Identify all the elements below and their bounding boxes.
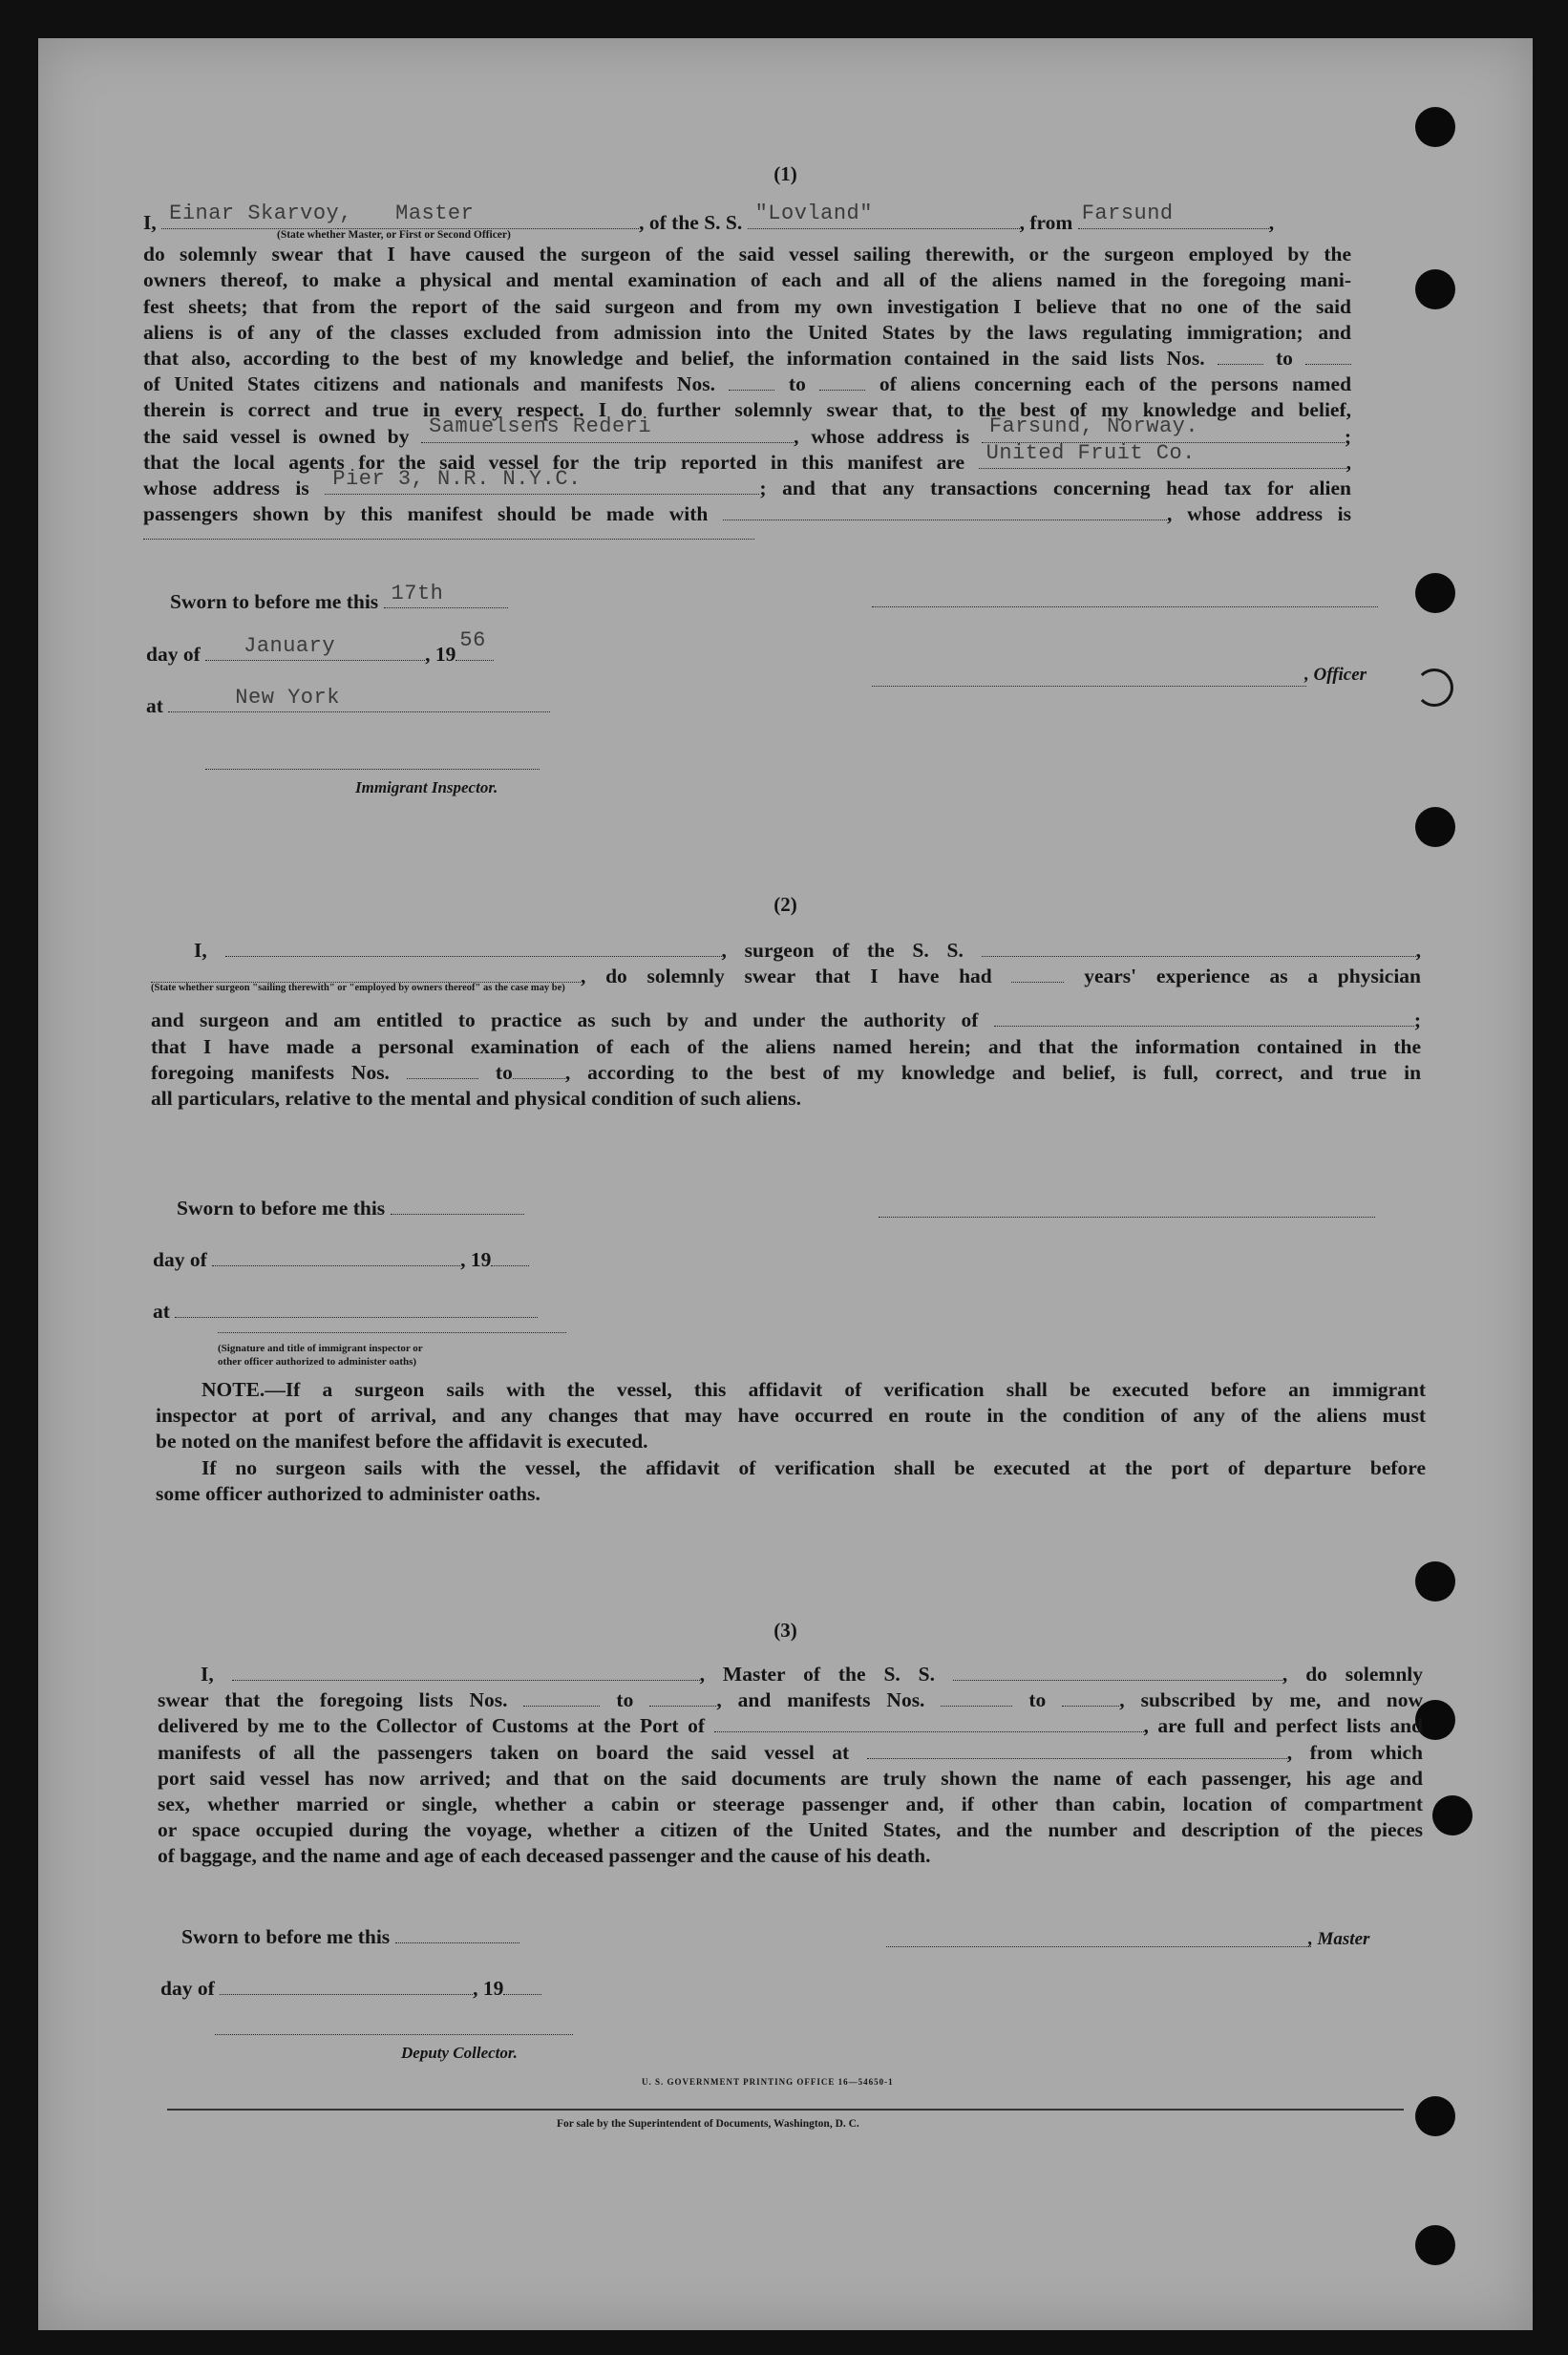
agents-field[interactable]: United Fruit Co. [979, 451, 1346, 469]
surgeon-manifest-to-field[interactable] [513, 1061, 565, 1079]
master-signature-line[interactable] [872, 606, 1378, 607]
manifests-to-field[interactable] [819, 372, 865, 391]
day-of-line: day of , 19 [153, 1248, 529, 1272]
year-field[interactable]: 56 [456, 643, 494, 661]
surgeon-signature-line[interactable] [879, 1217, 1375, 1218]
section-3-number: (3) [773, 1619, 797, 1642]
lists-to-field[interactable] [649, 1688, 716, 1707]
surgeon-type-field[interactable] [151, 965, 581, 983]
at-line: at New York [146, 694, 550, 718]
sworn-label: Sworn to before me this [177, 1197, 524, 1220]
punch-hole [1415, 2225, 1455, 2265]
lists-from-field[interactable] [523, 1688, 600, 1707]
boarding-port-field[interactable] [867, 1741, 1287, 1759]
section-1-number: (1) [773, 162, 797, 185]
owner-address-field[interactable]: Farsund, Norway. [982, 425, 1345, 443]
punch-hole [1415, 1561, 1455, 1602]
deputy-collector-caption: Deputy Collector. [401, 2044, 518, 2062]
manifests-from-field[interactable] [729, 372, 774, 391]
lists-from-field[interactable] [1218, 347, 1263, 365]
punch-hole [1415, 668, 1453, 707]
at-line: at [153, 1300, 538, 1324]
surgeon-name-field[interactable] [225, 939, 722, 957]
authority-field[interactable] [994, 1008, 1414, 1027]
signature-caption: other officer authorized to administer oaths) [218, 1356, 417, 1368]
oath-first-line: I, Einar Skarvoy, Master , of the S. S. "Lovland" , from Farsund , [143, 201, 1275, 234]
oath-line: owners thereof, to make a physical and mental examination of each and all of the aliens named in the foregoing mani- [143, 268, 1351, 292]
oath-line: fest sheets; that from the report of the said surgeon and from my own investigation I believe that no one of the said [143, 294, 1351, 318]
immigrant-inspector-caption: Immigrant Inspector. [355, 778, 498, 796]
officer-name-field[interactable]: Einar Skarvoy, [161, 211, 338, 229]
sworn-day-field[interactable] [395, 1925, 519, 1943]
footer-text: For sale by the Superintendent of Documents, Washington, D. C. [557, 2118, 859, 2130]
place-field[interactable] [175, 1300, 538, 1318]
head-tax-agent-field[interactable] [723, 502, 1167, 520]
ship-name-field[interactable]: "Lovland" [748, 211, 1020, 229]
punch-hole [1432, 1795, 1473, 1835]
day-of-line: day of , 19 [160, 1977, 541, 2001]
master-caption: , Master [1308, 1929, 1370, 1949]
section-3-text: I, , Master of the S. S. , do solemnly swear that the foregoing lists Nos. to , and manifests Nos. to , subscribed by me, and now delivered by me to the Collector of Customs at the Port of , are full and perfect lists and manifests of all the passengers taken on board the said vessel at , from which port said vessel has now arrived; and that on the said documents are truly shown the name of each passenger, his age and sex, whether married or single, whether a cabin or steerage passenger and, if other than cabin, location of compartment or space occupied during the voyage, whether a citizen of the United States, and the number and description of the pieces of baggage, and the name and age of each deceased passenger and the cause of his death. [158, 1663, 1424, 1868]
from-port-field[interactable]: Farsund [1078, 211, 1269, 229]
punch-hole [1415, 573, 1455, 613]
master-signature-line[interactable] [886, 1946, 1311, 1947]
surgeon-manifest-from-field[interactable] [407, 1061, 478, 1079]
punch-hole [1415, 107, 1455, 147]
printing-office-mark: U. S. GOVERNMENT PRINTING OFFICE 16—54650-1 [642, 2077, 894, 2087]
day-of-line: day of January , 19 56 [146, 643, 494, 667]
month-field[interactable] [212, 1248, 460, 1266]
manifest-page [38, 38, 1533, 2330]
master-ship-field[interactable] [953, 1663, 1282, 1681]
oath-line: aliens is of any of the classes excluded from admission into the United States by the laws regulating immigration; and [143, 320, 1351, 344]
oath-line: do solemnly swear that I have caused the surgeon of the said vessel sailing therewith, or the surgeon employed by the [143, 243, 1351, 266]
years-field[interactable] [1011, 965, 1064, 983]
surgeon-note: (State whether surgeon "sailing therewith" or "employed by owners thereof" as the case may be) [151, 983, 565, 994]
section-1-text: I, Einar Skarvoy, Master , of the S. S. "Lovland" , from Farsund , (State whether Master, or First or Second Officer) do solemnly swear that I have caused the surgeon of the said vessel sailing therewith, or the surgeon employed by the owners thereof, to make a physical and mental examination of each and all of the aliens named in the foregoing mani- fest sheets; that from the report of the said surgeon and from my own investigation I believe that no one of the said aliens is of any of the classes excluded from admission into the United States by the laws regulating immigration; and that also, according to the best of my knowledge and belief, the information contained in the said lists Nos. to of United States citizens and nationals and manifests Nos. to of aliens concerning each of the persons named therein is correct and true in every respect. I do further solemnly swear that, to the best of my knowledge and belief, the said vessel is owned by Samuelsens Rederi , whose address is Farsund, Norway. ; that the local agents for the said vessel for the trip reported in this manifest are United Fruit Co. , whose address is Pier 3, N.R. N.Y.C. ; and that any transactions concerning head tax for alien passengers shown by this manifest should be made with , whose address is [143, 210, 1351, 540]
lists-to-field[interactable] [1305, 347, 1351, 365]
section-2-text: I, , surgeon of the S. S. , , do solemnly swear that I have had years' experience as a physician (State whether surgeon "sailing therewith" or "employed by owners thereof" as the case may be) and surgeon and am entitled to practice as such by and under the authority of ; that I have made a personal examination of each of the aliens named herein; and that the information contained in the foregoing manifests Nos. to , according to the best of my knowledge and belief, is full, correct, and true in all particulars, relative to the mental and physical condition of such aliens. [151, 939, 1422, 1111]
note-label: NOTE. [201, 1378, 265, 1401]
collector-signature-line[interactable] [215, 2034, 573, 2035]
officer-signature-line[interactable] [872, 686, 1306, 687]
section-2-number: (2) [773, 893, 797, 916]
note-block: NOTE.—If a surgeon sails with the vessel, this affidavit of verification shall be executed before an immigrant inspector at port of arrival, and any changes that may have occurred en route in the condition of any of the aliens must be noted on the manifest before the affidavit is executed. If no surgeon sails with the vessel, the affidavit of verification shall be executed at the port of departure before some officer authorized to administer oaths. [156, 1378, 1426, 1505]
sworn-label: Sworn to before me this 17th [170, 590, 508, 614]
sworn-day-field[interactable] [391, 1197, 524, 1215]
inspector-signature-line[interactable] [205, 769, 540, 770]
owner-field[interactable]: Samuelsens Rederi [421, 425, 794, 443]
month-field[interactable]: January [205, 643, 425, 661]
punch-hole [1415, 269, 1455, 309]
manifests-to-field[interactable] [1062, 1688, 1119, 1707]
place-field[interactable]: New York [168, 694, 550, 712]
rank-field[interactable]: Master [338, 211, 639, 229]
manifests-from-field[interactable] [941, 1688, 1012, 1707]
sworn-day-field[interactable]: 17th [384, 590, 508, 608]
surgeon-ship-field[interactable] [982, 939, 1416, 957]
year-field[interactable] [491, 1248, 529, 1266]
port-field[interactable] [714, 1714, 1144, 1732]
punch-hole [1415, 807, 1455, 847]
officer-caption: , Officer [1304, 665, 1367, 685]
punch-hole [1415, 2096, 1455, 2136]
rank-note: (State whether Master, or First or Second Officer) [277, 229, 511, 242]
signature-caption: (Signature and title of immigrant inspector or [218, 1343, 423, 1354]
month-field[interactable] [220, 1977, 473, 1995]
footer-rule [167, 2109, 1404, 2111]
sworn-label: Sworn to before me this [181, 1925, 519, 1949]
head-tax-address-field[interactable] [143, 527, 754, 540]
agent-address-field[interactable]: Pier 3, N.R. N.Y.C. [325, 477, 759, 495]
year-field[interactable] [503, 1977, 541, 1995]
master-name-field[interactable] [232, 1663, 700, 1681]
oath-officer-signature-line[interactable] [218, 1332, 566, 1333]
